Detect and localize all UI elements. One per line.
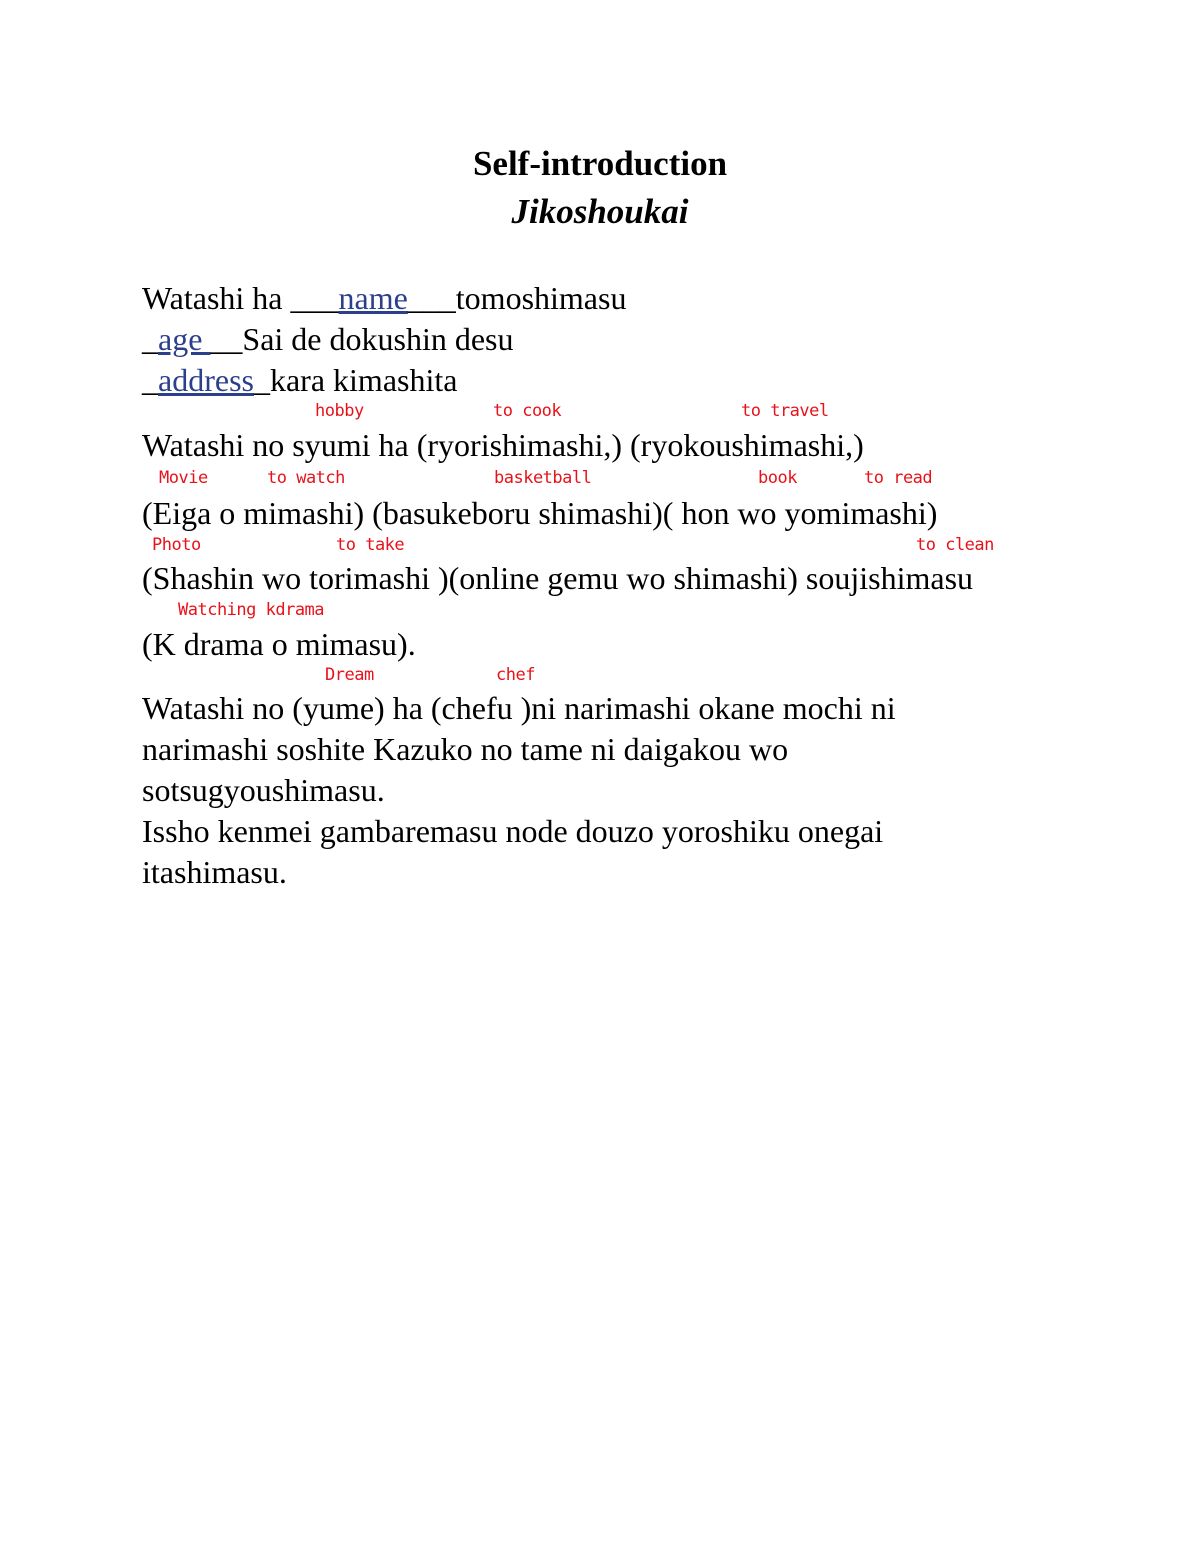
line-name bbox=[142, 278, 626, 318]
line-name-pre: Watashi ha ___ bbox=[142, 280, 339, 316]
line-closing-1: Issho kenmei gambaremasu node douzo yoroshiku onegai bbox=[142, 813, 884, 849]
line-hobby: Watashi no syumi ha (ryorishimashi,) (ryokoushimashi,) bbox=[142, 427, 864, 463]
blank-age: age bbox=[158, 321, 211, 357]
blank-address: address bbox=[158, 362, 254, 398]
annotation-chef: chef bbox=[496, 665, 535, 685]
line-kdrama: (K drama o mimasu). bbox=[142, 626, 416, 662]
line-age bbox=[142, 319, 514, 359]
annotation-to-cook: to cook bbox=[493, 401, 562, 421]
line-address bbox=[142, 360, 457, 400]
annotation-to-read: to read bbox=[864, 468, 933, 488]
line-age-post: __Sai de dokushin desu bbox=[210, 321, 514, 357]
line-age-pre: _ bbox=[142, 321, 158, 357]
line-name-post: ___tomoshimasu bbox=[407, 280, 627, 316]
annotation-to-watch: to watch bbox=[267, 468, 345, 488]
line-dream-1: Watashi no (yume) ha (chefu )ni narimashi okane mochi ni bbox=[142, 690, 896, 726]
line-closing-2: itashimasu. bbox=[142, 854, 287, 890]
annotation-watching-kdrama: Watching kdrama bbox=[178, 600, 325, 620]
document-title: Self-introduction bbox=[472, 144, 728, 183]
annotation-photo: Photo bbox=[152, 535, 201, 555]
line-activities-2: (Shashin wo torimashi )(online gemu wo shimashi) soujishimasu bbox=[142, 560, 974, 596]
annotation-to-take: to take bbox=[336, 535, 405, 555]
annotation-basketball: basketball bbox=[494, 468, 592, 488]
annotation-book: book bbox=[758, 468, 797, 488]
annotation-movie: Movie bbox=[159, 468, 208, 488]
line-address-pre: _ bbox=[142, 362, 158, 398]
line-dream-3: sotsugyoushimasu. bbox=[142, 772, 385, 808]
line-activities-1: (Eiga o mimashi) (basukeboru shimashi)( hon wo yomimashi) bbox=[142, 495, 938, 531]
document-subtitle: Jikoshoukai bbox=[511, 192, 689, 231]
line-address-post: _kara kimashita bbox=[253, 362, 458, 398]
annotation-dream: Dream bbox=[325, 665, 374, 685]
line-dream-2: narimashi soshite Kazuko no tame ni daigakou wo bbox=[142, 731, 789, 767]
annotation-to-travel: to travel bbox=[741, 401, 829, 421]
blank-name: name bbox=[338, 280, 408, 316]
annotation-to-clean: to clean bbox=[916, 535, 994, 555]
annotation-hobby: hobby bbox=[315, 401, 364, 421]
